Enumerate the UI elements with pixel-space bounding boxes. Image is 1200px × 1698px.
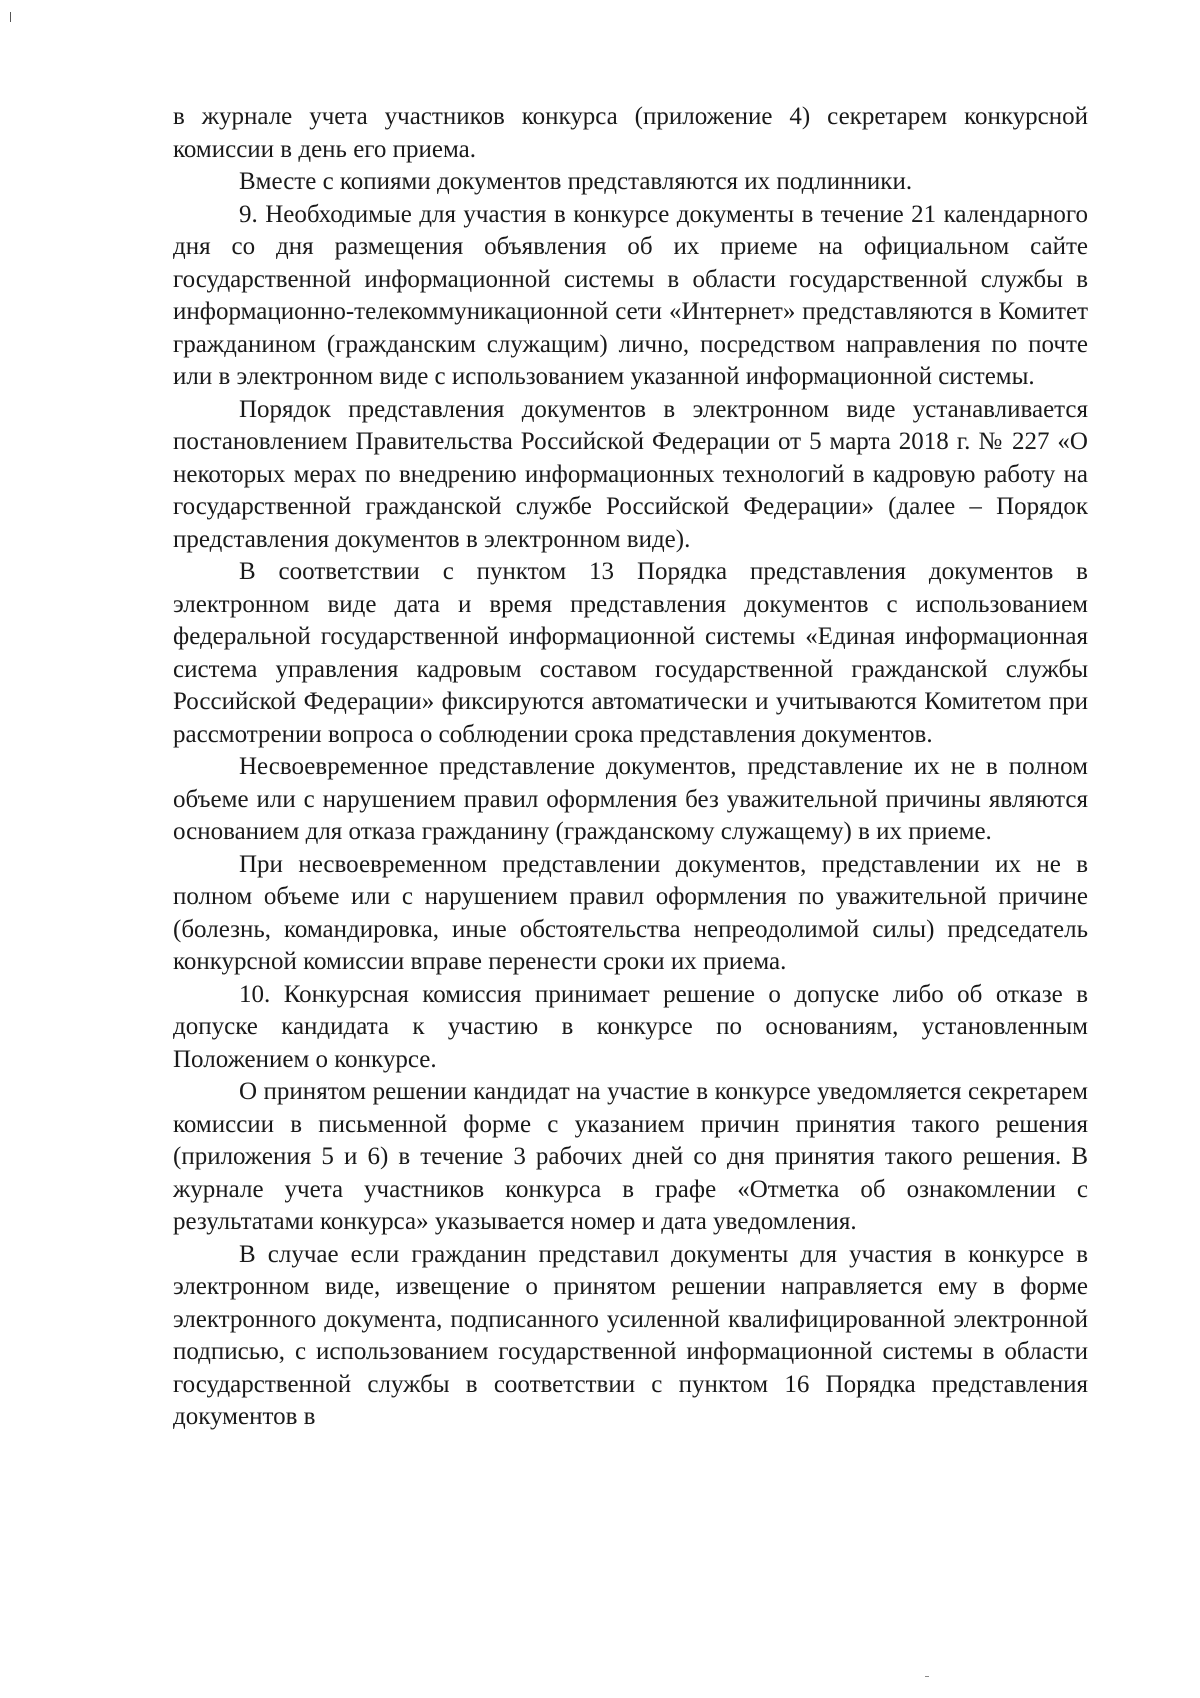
paragraph-10: В случае если гражданин представил документы для участия в конкурсе в электронном виде, извещение о принятом решении направляется ему в форме электронного документа, подписанного усиленной квалифицированной электронной подписью, с использованием государственной информационной системы в области государственной службы в соответствии с пунктом 16 Порядка представления документов в [173,1240,1088,1430]
paragraph-9: О принятом решении кандидат на участие в конкурсе уведомляется секретарем комиссии в письменной форме с указанием причин принятия такого решения (приложения 5 и 6) в течение 3 рабочих дней со дня принятия такого решения. В журнале учета участников конкурса в графе «Отметка об ознакомлении с результатами конкурса» указывается номер и дата уведомления. [173,1078,1088,1235]
paragraph-4: Порядок представления документов в электронном виде устанавливается постановлением Правительства Российской Федерации от 5 марта 2018 г. № 227 «О некоторых мерах по внедрению информационных технологий в кадровую работу на государственной гражданской службе Российской Федерации» (далее – Порядок представления документов в электронном виде). [173,395,1088,553]
paragraph-2: Вместе с копиями документов представляются их подлинники. [239,168,913,195]
paragraph-8: 10. Конкурсная комиссия принимает решение о допуске либо об отказе в допуске кандидата к участию в конкурсе по основаниям, установленным Положением о конкурсе. [173,980,1088,1073]
scan-artifact [10,12,11,22]
paragraph-6: Несвоевременное представление документов, представление их не в полном объеме или с нарушением правил оформления без уважительной причины являются основанием для отказа гражданину (гражданскому служащему) в их приеме. [173,753,1088,845]
paragraph-3: 9. Необходимые для участия в конкурсе документы в течение 21 календарного дня со дня размещения объявления об их приеме на официальном сайте государственной информационной системы в области государственной службы в информационно-телекоммуникационной сети «Интернет» представляются в Комитет гражданином (гражданским служащим) лично, посредством направления по почте или в электронном виде с использованием указанной информационной системы. [173,200,1088,390]
paragraph-1: в журнале учета участников конкурса (приложение 4) секретарем конкурсной комиссии в день его приема. [173,103,1088,163]
scan-artifact-dot [925,1676,929,1677]
paragraph-5: В соответствии с пунктом 13 Порядка представления документов в электронном виде дата и время представления документов с использованием федеральной государственной информационной системы «Единая информационная система управления кадровым составом государственной гражданской службы Российской Федерации» фиксируются автоматически и учитываются Комитетом при рассмотрении вопроса о соблюдении срока представления документов. [173,558,1088,748]
paragraph-7: При несвоевременном представлении документов, представлении их не в полном объеме или с нарушением правил оформления по уважительной причине (болезнь, командировка, иные обстоятельства непреодолимой силы) председатель конкурсной комиссии вправе перенести сроки их приема. [173,850,1088,975]
document-body [173,101,1088,1434]
